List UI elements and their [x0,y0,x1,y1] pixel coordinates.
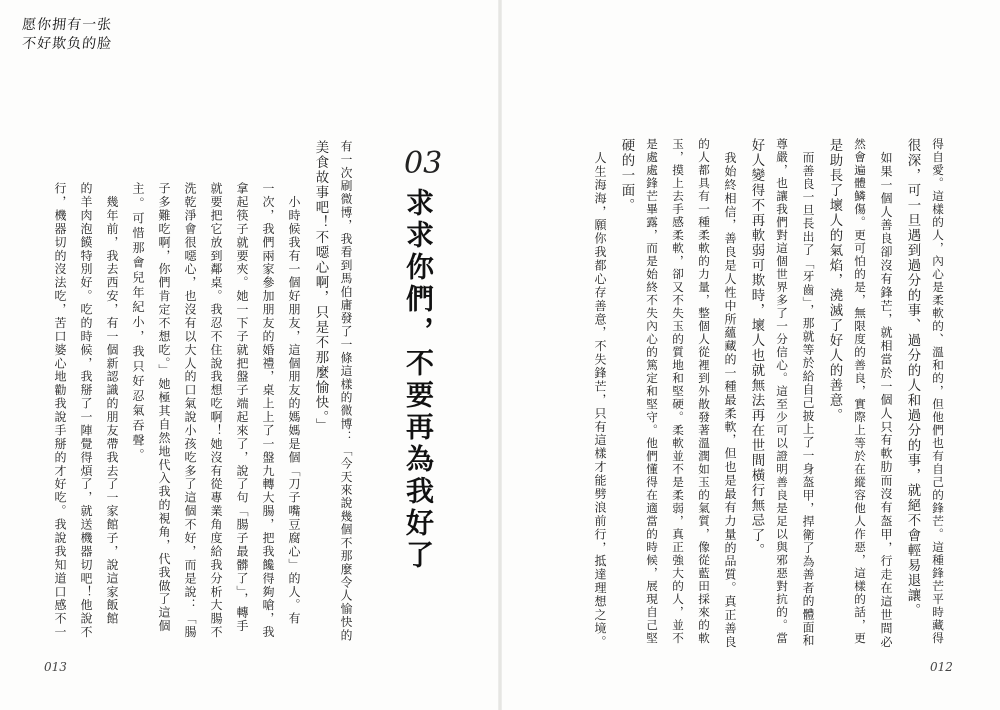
right-page-line-12: 是處處鋒芒畢露，而是始終不失內心的篤定和堅守。他們懂得在適當的時候，展現自己堅 [645,138,659,645]
right-page-line-6: 而善良一旦長出了「牙齒」，那就等於給自己披上了一身盔甲，捍衛了為善者的體面和 [801,138,815,648]
quote-line-5: 洗乾淨會很噁心，也沒有以大人的口氣說小孩吃多了這個不好，而是說：「腸 [183,182,197,639]
right-page-line-13: 硬的一面。 [619,138,634,213]
right-page-line-2: 很深，可一旦遇到過分的事、過分的人和過分的事，就絕不會輕易退讓。 [905,138,920,618]
page-number-right: 012 [930,660,953,674]
right-page-line-4: 然會遍體鱗傷。更可怕的是，無限度的善良，實際上等於在縱容他人作惡，這樣的話，更 [853,138,867,645]
left-page-intro-line-1: 有一次刷微博，我看到馬伯庸發了一條這樣的微博：「今天來說幾個不那麼令人愉快的 [339,140,353,643]
right-page-line-11: 玉，摸上去手感柔軟，卻又不失玉的質地和堅硬。柔軟並不是柔弱，真正強大的人，並不 [671,138,685,645]
right-page-line-8: 好人變得不再軟弱可欺時，壞人也就無法再在世間橫行無忌了。 [749,138,764,558]
book-gutter [498,0,502,710]
right-page-line-14: 人生海海，願你我都心存善意，不失鋒芒，只有這樣才能劈浪前行，抵達理想之境。 [593,138,607,649]
header-line-1: 愿你拥有一张 [21,17,113,33]
quote-line-2: 一次，我們兩家參加朋友的婚禮，桌上上了一盤九轉大腸，把我饞得夠嗆，我 [261,182,275,639]
quote-line-3: 拿起筷子就要夾。她一下子就把盤子端起來了，說了句「腸子最髒了」，轉手 [235,182,249,633]
quote-line-7: 主。可惜那會兒年紀小，我只好忍氣吞聲。 [131,182,145,464]
right-page-line-1: 得自愛。這樣的人，內心是柔軟的、溫和的，但他們也有自己的鋒芒。這種鋒芒平時藏得 [931,138,945,645]
right-page-line-3: 如果一個人善良卻沒有鋒芒，就相當於一個人只有軟肋而沒有盔甲，行走在這世間必 [879,138,893,649]
right-page-line-9: 我始終相信，善良是人性中所蘊藏的一種最柔軟，但也是最有力量的品質。真正善良 [723,138,737,649]
page-number-left: 013 [44,660,67,674]
quote-line-9: 的羊肉泡饃特別好。吃的時候，我掰了一陣覺得煩了，就送機器切吧！他說不 [79,182,93,639]
quote-line-10: 行，機器切的沒法吃，苦口婆心地勸我說手掰的才好吃。我說我知道口感不一 [53,182,67,639]
quote-line-6: 子多難吃啊，你們肯定不想吃。」她極其自然地代入我的視角，代我做了這個 [157,182,171,633]
left-page-intro-line-2: 美食故事吧！不噁心啊，只是不那麼愉快。」 [313,140,328,434]
header-line-2: 不好欺负的脸 [21,36,113,52]
right-page-line-7: 尊嚴，也讓我們對這個世界多了一分信心。這至少可以證明善良是足以與邪惡對抗的。當 [775,138,789,645]
quote-line-8: 幾年前，我去西安，有一個新認識的朋友帶我去了一家館子，說這家飯館 [105,182,119,626]
quote-line-4: 就要把它放到鄰桌。我忍不住說我想吃啊！她沒有從專業角度給我分析大腸不 [209,182,223,639]
running-header [22,16,172,54]
chapter-title: 求求你們，不要再為我好了 [402,188,435,572]
right-page-line-5: 是助長了壞人的氣焰，澆滅了好人的善意。 [827,138,842,423]
quote-line-1: 小時候我有一個好朋友，這個朋友的媽媽是個「刀子嘴豆腐心」的人。有 [287,182,301,626]
right-page-line-10: 的人都具有一種柔軟的力量，整個人從裡到外散發著溫潤如玉的氣質，像從藍田採來的軟 [697,138,711,645]
chapter-number: 03 [404,146,443,181]
